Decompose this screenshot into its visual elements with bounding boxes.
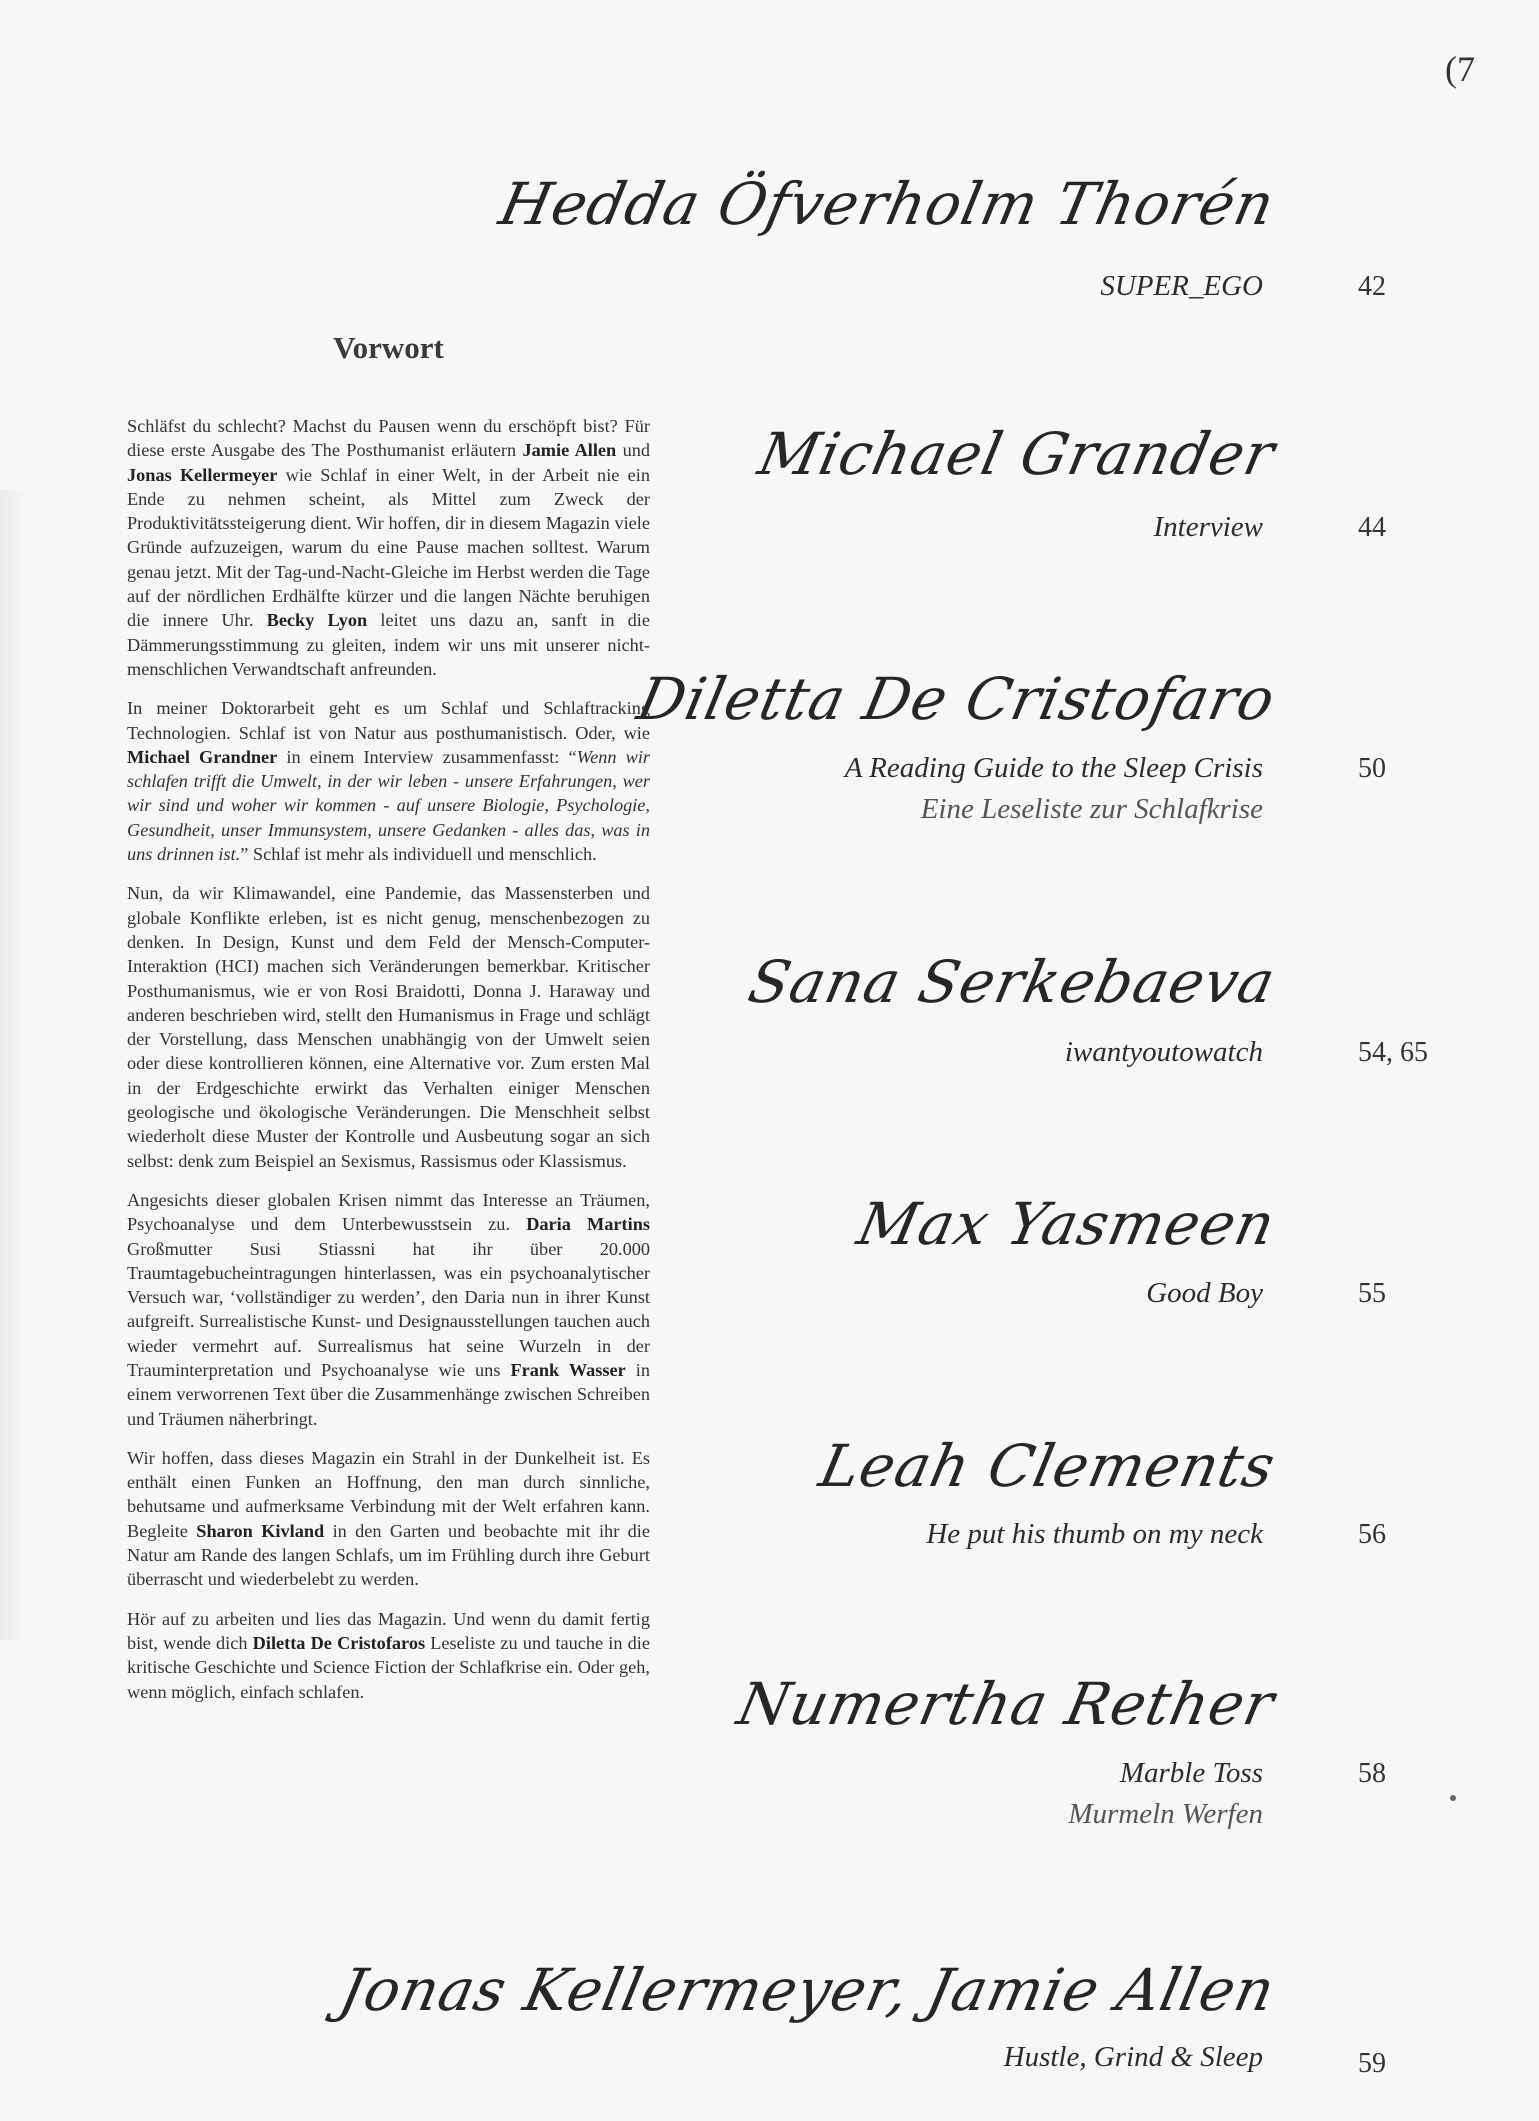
toc-page-number: 59	[1358, 2048, 1386, 2079]
toc-page-number: 58	[1358, 1758, 1386, 1789]
highlighted-name: Frank Wasser	[510, 1359, 626, 1380]
toc-page-number: 50	[1358, 753, 1386, 784]
toc-title: iwantyoutowatch	[1064, 1036, 1263, 1068]
toc-author: Numertha Rether	[732, 1670, 1282, 1738]
foreword-paragraph	[127, 1446, 650, 1592]
body-text: Leseliste zu und tauche in die kritische Geschichte und Science Fiction der Schlafkrise ein. Oder geh, wenn möglich, einfach schlafen.	[127, 1632, 650, 1702]
toc-title: SUPER_EGO	[1100, 270, 1263, 302]
foreword	[127, 330, 650, 1719]
foreword-paragraph	[127, 1607, 650, 1704]
quote-text: Wenn wir schlafen trifft die Umwelt, in der wir leben - unsere Erfahrungen, wer wir sind und woher wir kommen - auf unsere Biologie, Psychologie, Gesundheit, unser Immunsystem, unsere Gedanken - alles das, was in uns drinnen ist.	[127, 746, 651, 865]
highlighted-name: Sharon Kivland	[196, 1520, 325, 1541]
foreword-paragraph	[127, 414, 650, 681]
body-text: ” Schlaf ist mehr als individuell und menschlich.	[240, 844, 597, 865]
page-number: (7	[1445, 49, 1475, 89]
toc-author: Sana Serkebaeva	[742, 948, 1282, 1016]
highlighted-name: Becky Lyon	[266, 610, 368, 631]
body-text: Großmutter Susi Stiassni hat ihr über 20.000 Traumtagebucheintragungen hinterlassen, was ein psychoanalytischer Versuch war, ‘vollständiger zu werden’, den Daria nun in ihrer Kunst aufgreift. Surrealistische Kunst- und Designausstellungen tauchen auch wieder vermehrt auf. Surrealismus hat seine Wurzeln in der Trauminterpretation und Psychoanalyse wie uns	[127, 1238, 650, 1380]
toc-author: Hedda Öfverholm Thorén	[494, 170, 1282, 238]
toc-author: Diletta De Cristofaro	[631, 665, 1282, 733]
toc-author: Jonas Kellermeyer, Jamie Allen	[333, 1956, 1282, 2024]
body-text: Wir hoffen, dass dieses Magazin ein Strahl in der Dunkelheit ist. Es enthält einen Funken an Hoffnung, den man durch sinnliche, behutsame und aufmerksame Verbindung mit der Welt erfahren kann. Begleite	[127, 1447, 650, 1541]
page-edge-shadow	[0, 490, 30, 1640]
toc-page-number: 42	[1358, 271, 1386, 302]
body-text: wie Schlaf in einer Welt, in der Arbeit nie ein Ende zu nehmen scheint, als Mittel zum Zweck der Produktivitätssteigerung dient. Wir hoffen, dir in diesem Magazin viele Gründe aufzuzeigen, warum du eine Pause machen solltest. Warum genau jetzt. Mit der Tag-und-Nacht-Gleiche im Herbst werden die Tage auf der nördlichen Erdhälfte kürzer und die langen Nächte beruhigen die innere Uhr.	[127, 464, 650, 631]
toc-title: Hustle, Grind & Sleep	[1003, 2041, 1263, 2073]
toc-subtitle: Eine Leseliste zur Schlafkrise	[920, 793, 1263, 825]
foreword-heading: Vorwort	[333, 330, 444, 365]
body-text: Angesichts dieser globalen Krisen nimmt das Interesse an Träumen, Psychoanalyse und dem Unterbewusstsein zu.	[127, 1189, 650, 1235]
toc-title: Good Boy	[1146, 1277, 1263, 1309]
body-text: In meiner Doktorarbeit geht es um Schlaf und Schlaftracking Technologien. Schlaf ist von Natur aus posthumanistisch. Oder, wie	[127, 698, 650, 743]
highlighted-name: Jonas Kellermeyer	[127, 464, 278, 485]
body-text: Hör auf zu arbeiten und lies das Magazin. Und wenn du damit fertig bist, wende dich	[127, 1608, 650, 1653]
highlighted-name: Daria Martins	[526, 1214, 650, 1235]
body-text: in den Garten und beobachte mit ihr die Natur am Rande des langen Schlafs, um im Frühling durch ihre Geburt überrascht und wiederbelebt zu werden.	[127, 1520, 650, 1590]
body-text: leitet uns dazu an, sanft in die Dämmerungsstimmung zu gleiten, indem wir uns mit unserer nicht-menschlichen Verwandtschaft anfreunden.	[127, 610, 651, 679]
toc-author: Michael Grander	[752, 420, 1282, 488]
highlighted-name: Michael Grandner	[127, 746, 278, 767]
toc-subtitle: Murmeln Werfen	[1068, 1798, 1263, 1830]
print-speck	[1450, 1795, 1456, 1801]
body-text: Nun, da wir Klimawandel, eine Pandemie, das Massensterben und globale Konflikte erleben, ist es nicht genug, menschenbezogen zu denken. In Design, Kunst und dem Feld der Mensch-Computer-Interaktion (HCI) machen sich Veränderungen bemerkbar. Kritischer Posthumanismus, wie er von Rosi Braidotti, Donna J. Haraway und anderen beschrieben wird, stellt den Humanismus in Frage und schlägt der Vorstellung, dass Menschen unabhängig von der Umwelt seien oder diese kontrollieren können, eine Alternative vor. Zum ersten Mal in der Erdgeschichte erwirkt das Verhalten einiger Menschen geologische und ökologische Veränderungen. Die Menschheit selbst wiederholt diese Muster der Kontrolle und Ausbeutung sogar an sich selbst: denk zum Beispiel an Sexismus, Rassismus oder Klassismus.	[127, 883, 650, 1171]
foreword-paragraph	[127, 696, 650, 866]
foreword-paragraph	[127, 881, 650, 1173]
toc-page-number: 44	[1358, 512, 1386, 543]
body-text: in einem Interview zusammenfasst: “	[277, 746, 577, 767]
foreword-paragraph	[127, 1188, 650, 1431]
toc-author: Max Yasmeen	[851, 1190, 1282, 1258]
highlighted-name: Diletta De Cristofaros	[252, 1632, 426, 1653]
highlighted-name: Jamie Allen	[522, 440, 617, 461]
toc-page-number: 55	[1358, 1278, 1386, 1309]
body-text: Schläfst du schlecht? Machst du Pausen wenn du erschöpft bist? Für diese erste Ausgabe des The Posthumanist erläutern	[127, 416, 650, 461]
body-text: in einem verworrenen Text über die Zusammenhänge zwischen Schreiben und Träumen näherbringt.	[127, 1359, 650, 1429]
toc-title: He put his thumb on my neck	[926, 1518, 1263, 1550]
toc-title: Interview	[1153, 511, 1263, 543]
toc-page-number: 54, 65	[1358, 1037, 1428, 1068]
toc-page-number: 56	[1358, 1519, 1386, 1550]
toc-author: Leah Clements	[813, 1432, 1282, 1500]
body-text: und	[616, 440, 651, 461]
toc-title: A Reading Guide to the Sleep Crisis	[844, 752, 1263, 784]
toc-title: Marble Toss	[1119, 1757, 1263, 1789]
